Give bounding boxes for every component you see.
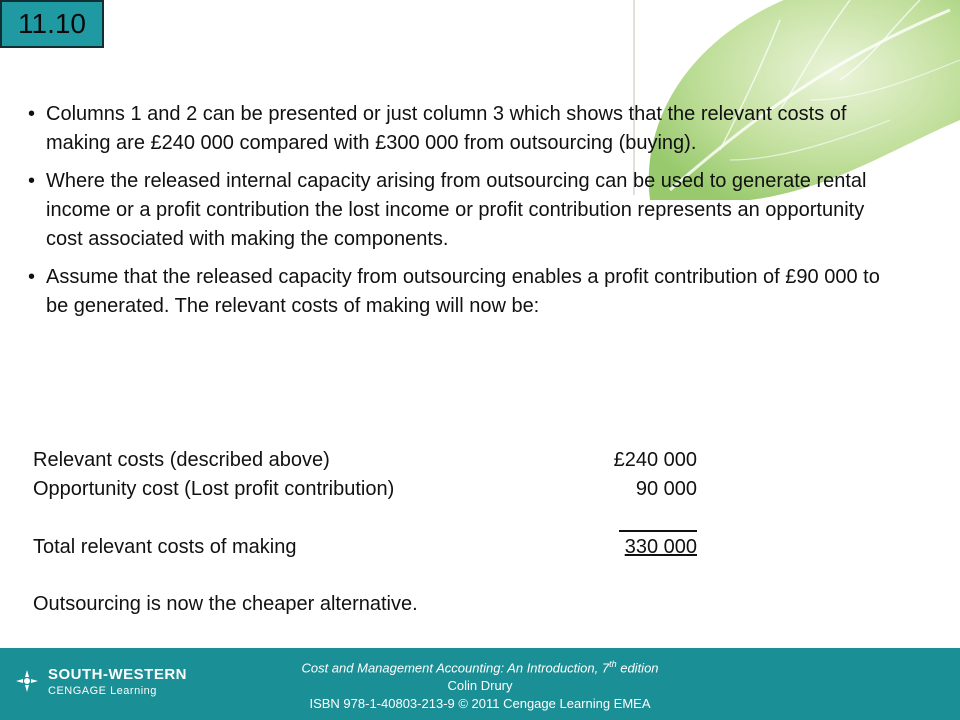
bullet-text: Columns 1 and 2 can be presented or just column 3 which shows that the relevant costs of making are £240 000 compared with £300 000 from outsourcing (buying). [46, 103, 847, 154]
total-amount: 330 000 [624, 536, 697, 558]
bullet-dot-icon: • [28, 103, 36, 125]
spacer-row [33, 504, 713, 533]
bullet-dot-icon: • [28, 266, 36, 288]
slide-body [28, 100, 888, 330]
bullet-text: Where the released internal capacity arising from outsourcing can be used to generate rental income or a profit contribution the lost income or profit contribution represents an opportunity cost associated with making the components. [46, 170, 867, 250]
logo-line1: SOUTH-WESTERN [48, 666, 187, 683]
bullet-dot-icon: • [28, 170, 36, 192]
subtotal-rule [619, 530, 697, 532]
book-title-line [240, 655, 720, 677]
total-row [33, 533, 713, 562]
row-label: Opportunity cost (Lost profit contribution) [33, 478, 395, 500]
table-row [33, 475, 713, 504]
bullet-item [28, 167, 888, 254]
isbn-line: ISBN 978-1-40803-213-9 © 2011 Cengage Learning EMEA [309, 696, 651, 712]
edition-sup: th [609, 659, 617, 669]
edition-word: edition [616, 660, 659, 676]
book-title: Cost and Management Accounting: An Introduction, 7 [301, 660, 610, 676]
table-row [33, 446, 713, 475]
footer-bar [0, 648, 960, 720]
total-label: Total relevant costs of making [33, 536, 297, 558]
relevant-costs-table [33, 446, 713, 562]
row-amount: £240 000 [613, 449, 697, 471]
row-amount: 90 000 [635, 478, 697, 500]
conclusion-text: Outsourcing is now the cheaper alternative. [33, 593, 418, 615]
slide-number-badge: 11.10 [0, 0, 104, 48]
bullet-item [28, 100, 888, 158]
cengage-logo-icon [14, 668, 40, 694]
author-name: Colin Drury [447, 678, 513, 694]
footer-citation [240, 655, 720, 713]
bullet-text: Assume that the released capacity from outsourcing enables a profit contribution of £90 000 to be generated. The relevant costs of making will now be: [46, 266, 880, 317]
logo-line2: CENGAGE Learning [48, 685, 157, 697]
row-label: Relevant costs (described above) [33, 449, 330, 471]
bullet-item [28, 263, 888, 321]
